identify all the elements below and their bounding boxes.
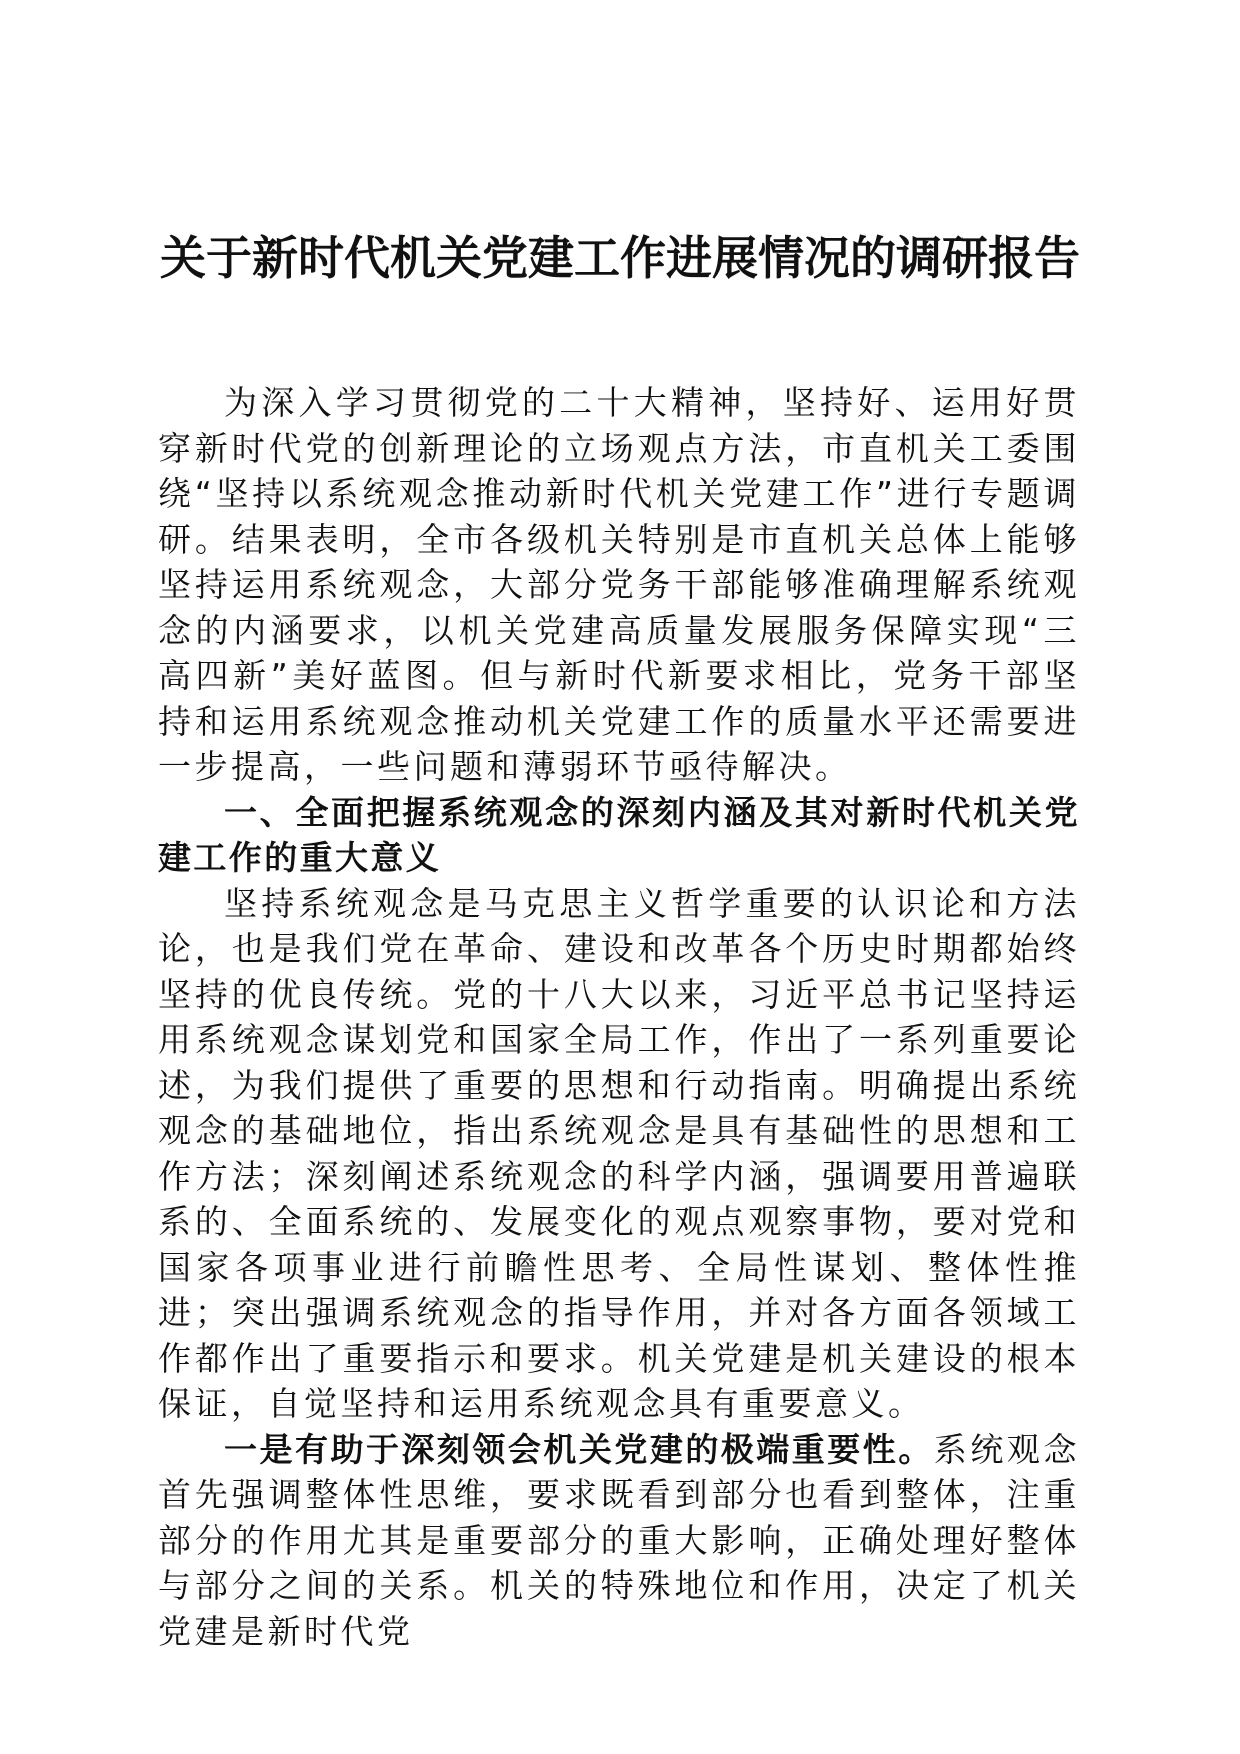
point-paragraph — [158, 1427, 1080, 1655]
point-body-text: 系统观念首先强调整体性思维，要求既看到部分也看到整体，注重部分的作用尤其是重要部分的重大影响，正确处理好整体与部分之间的关系。机关的特殊地位和作用，决定了机关党建是新时代党 — [158, 1429, 1081, 1651]
section-heading: 一、全面把握系统观念的深刻内涵及其对新时代机关党建工作的重大意义 — [158, 792, 1080, 877]
point-lead-text: 一是有助于深刻领会机关党建的极端重要性。 — [224, 1429, 934, 1469]
section-paragraph: 坚持系统观念是马克思主义哲学重要的认识论和方法论，也是我们党在革命、建设和改革各个历史时期都始终坚持的优良传统。党的十八大以来，习近平总书记坚持运用系统观念谋划党和国家全局工作，作出了一系列重要论述，为我们提供了重要的思想和行动指南。明确提出系统观念的基础地位，指出系统观念是具有基础性的思想和工作方法；深刻阐述系统观念的科学内涵，强调要用普遍联系的、全面系统的、发展变化的观点观察事物，要对党和国家各项事业进行前瞻性思考、全局性谋划、整体性推进；突出强调系统观念的指导作用，并对各方面各领域工作都作出了重要指示和要求。机关党建是机关建设的根本保证，自觉坚持和运用系统观念具有重要意义。 — [158, 883, 1080, 1423]
page-title: 关于新时代机关党建工作进展情况的调研报告 — [160, 231, 1080, 285]
intro-paragraph: 为深入学习贯彻党的二十大精神，坚持好、运用好贯穿新时代党的创新理论的立场观点方法，市直机关工委围绕“坚持以系统观念推动新时代机关党建工作”进行专题调研。结果表明，全市各级机关特别是市直机关总体上能够坚持运用系统观念，大部分党务干部能够准确理解系统观念的内涵要求，以机关党建高质量发展服务保障实现“三高四新”美好蓝图。但与新时代新要求相比，党务干部坚持和运用系统观念推动机关党建工作的质量水平还需要进一步提高，一些问题和薄弱环节亟待解决。 — [158, 383, 1080, 786]
document-body — [158, 380, 1080, 1654]
